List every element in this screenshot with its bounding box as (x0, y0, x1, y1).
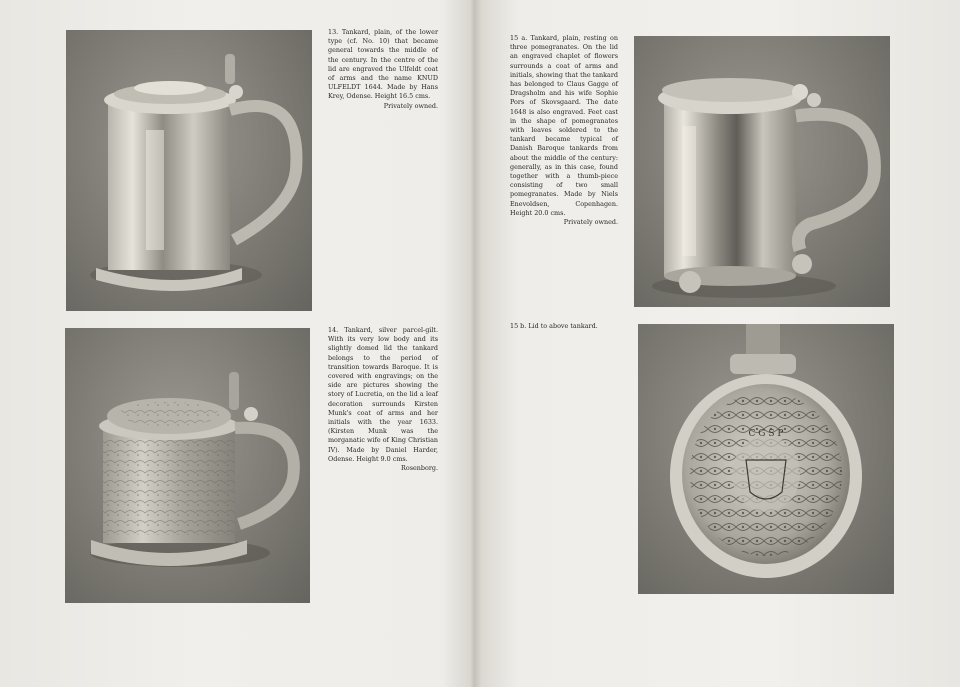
plate-14-caption (328, 326, 438, 473)
right-page (472, 0, 960, 687)
plate-14-photo (65, 328, 310, 603)
plate-14-owner: Rosenborg. (401, 464, 438, 473)
plate-15a-owner: Privately owned. (563, 218, 618, 227)
plate-15b-caption-text: 15 b. Lid to above tankard. (510, 322, 598, 330)
plate-15b-photo (638, 324, 894, 594)
lid-initials: C G S P (748, 429, 784, 439)
plate-15a-photo (634, 36, 890, 307)
plate-15b-caption (510, 322, 618, 331)
plate-13-caption-text: 13. Tankard, plain, of the lower type (cf. No. 10) that became general towards the middle of the century. In the centre of the lid are engraved the Ulfeldt coat of arms and the name KNUD ULFELDT 1644. Made by Hans Krey, Odense. Height 16.5 cms. (328, 28, 438, 101)
plate-15a-caption-text: 15 a. Tankard, plain, resting on three pomegranates. On the lid an engraved chaplet of flowers surrounds a coat of arms and initials, showing that the tankard has belonged to Claus Gagge of Dragsholm and his wife Sophie Pors of Skovsgaard. The date 1648 is also engraved. Feet cast in the shape of pomegranates with leaves soldered to the tankard became typical of Danish Baroque tankards from about the middle of the century: generally, as in this case, found together with a thumb-piece consisting of two small pomegranates. Made by Niels Enevoldsen, Copenhagen. Height 20.0 cms. (510, 34, 618, 217)
plate-13-photo (66, 30, 312, 311)
left-page (0, 0, 470, 687)
plate-13-caption (328, 28, 438, 111)
plate-13-owner: Privately owned. (383, 101, 438, 110)
plate-15a-caption (510, 34, 618, 227)
plate-14-caption-text: 14. Tankard, silver parcel-gilt. With its very low body and its slightly domed lid the tankard belongs to the period of transition towards Baroque. It is covered with engravings; on the side are pictures showing the story of Lucretia, on the lid a leaf decoration surrounds Kirsten Munk's coat of arms and her initials with the year 1633. (Kirsten Munk was the morganatic wife of King Christian IV). Made by Daniel Harder, Odense. Height 9.0 cms. (328, 326, 438, 463)
